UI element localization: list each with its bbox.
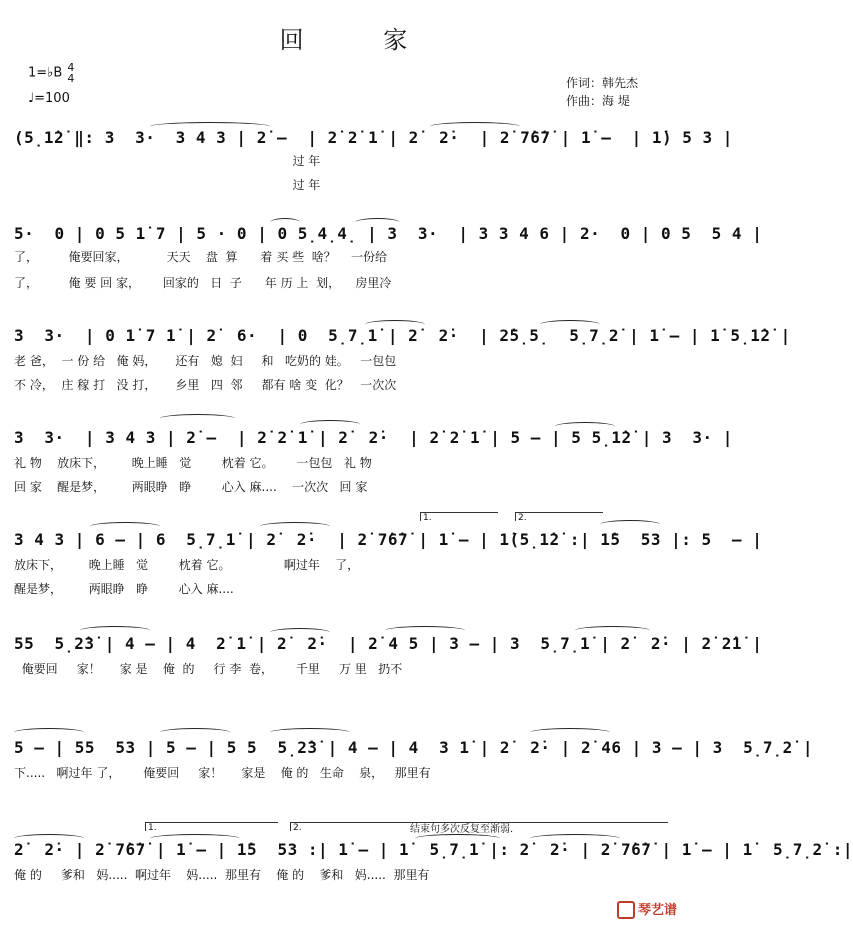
lyric-verse-2: 回 家 醒是梦， 两眼睁 睁 心入 麻.... 一次次 回 家 [14,480,368,494]
logo-icon [617,901,635,919]
score-line-7 [0,734,813,824]
key-prefix: 1= [28,65,48,81]
notation: 3 3· | 0 1̇ 7 1̇ | 2̇ 6· | 0 5̣7̣1̇ | 2̇ 2̇· | 2̇5̣5̣ 5̣7̣2̇ | 1̇ – | 1̇ 5̣1̇2̇ | [14,326,791,345]
notation: 3 3· | 3 4 3 | 2̇ – | 2̇ 2̇ 1̇ | 2̇ 2̇· | 2̇ 2̇ 1̇ | 5 – | 5 5̣1̇2̇ | 3 3· | [14,428,733,447]
lyric-verse-2: 过 年 [14,178,321,192]
song-title: 回 家 [279,26,444,54]
notation: 5 – | 55 53 | 5 – | 5 5 5̣2̇3̇ | 4 – | 4 3 1̇ | 2̇ 2̇· | 2̇ 46 | 3 – | 3 5̣7̣2̇ | [14,738,813,757]
score-line-8 [0,823,853,926]
lyric-verse-1: 了， 俺要回家， 天天 盘 算 着 买 些 啥？ 一份给 [14,250,387,264]
score-line-3 [0,322,791,412]
lyric-verse-1: 放床下， 晚上睡 觉 枕着 它。 啊过年 了， [14,558,360,572]
logo-text: 琴艺谱 [637,902,677,918]
notation: 2̇ 2̇· | 2̇ 7̇6̇7̇ | 1̇ – | 1̇5 53 :| 1̇ – | 1̇ 5̣7̣1̇ |: 2̇ 2̇· | 2̇ 7̇6̇7̇ | 1̇ – | 1̇ 5̣7̣2̇ :| [14,840,853,859]
time-bottom: 4 [67,72,75,85]
lyric-verse-1: 俺 的 爹和 妈..... 啊过年 妈..... 那里有 俺 的 爹和 妈..... 那里有 [14,868,430,882]
lyric-verse-1: 下..... 啊过年 了， 俺要回 家！ 家是 俺 的 生命 泉， 那里有 [14,766,431,780]
notation: 5· 0 | 0 5 1̇ 7 | 5 · 0 | 0 5̣4̣4̣ | 3 3· | 3 3 4 6 | 2· 0 | 0 5 5 4 | [14,224,763,243]
key-signature [28,62,74,84]
credits [566,74,638,110]
lyric-verse-1: 过 年 [14,154,321,168]
lyricist: 作词：韩先杰 [566,76,639,90]
score-line-4 [0,424,733,514]
second-ending: 2. [290,822,668,831]
composer: 作曲：海 堤 [566,94,630,108]
score-line-1 [0,122,733,212]
lyric-verse-2: 了， 俺 要 回 家， 回家的 日 子 年 历 上 划， 房里冷 [14,276,392,290]
first-ending: 1. [145,822,278,831]
lyric-verse-1: 礼 物 放床下， 晚上睡 觉 枕着 它。 一包包 礼 物 [14,456,372,470]
time-signature [67,62,74,84]
notation: (5̣1̇2̇ ‖: 3 3· 3 4 3 | 2̇ – | 2̇ 2̇ 1̇ | 2̇ 2̇· | 2̇ 7̇6̇7̇ | 1̇ – | 1̇) 5 3 | [14,128,733,147]
score-line-6 [0,630,763,720]
quarter-note-icon: ♩ [28,91,35,106]
notation: 3 4 3 | 6 – | 6 5̣7̣1̇ | 2̇ 2̇· | 2̇ 7̇6̇7̇ | 1̇ – | 1̇(5̣1̇2̇ :| 1̇5 53 |: 5 – | [14,530,763,549]
score-line-5 [0,513,763,614]
key-note: B [53,65,63,81]
first-ending: 1. [420,512,498,521]
tempo-marking [28,91,70,106]
lyric-verse-2: 不 冷， 庄 稼 打 没 打， 乡里 四 邻 都有 啥 变 化？ 一次次 [14,378,397,392]
lyric-verse-1: 俺要回 家！ 家 是 俺 的 行 李 卷， 千里 万 里 扔不 [14,662,403,676]
lyric-verse-1: 老 爸， 一 份 给 俺 妈， 还有 媳 妇 和 吃奶的 娃。 一包包 [14,354,397,368]
flat-sign: ♭ [47,65,54,81]
site-logo [617,899,677,920]
score-line-2 [0,220,763,310]
lyric-verse-2: 醒是梦， 两眼睁 睁 心入 麻.... [14,582,234,596]
repeat-remark: 结束句多次反复至渐弱. [410,824,514,835]
time-top: 4 [67,61,75,74]
notation: 55 5̣2̇3̇ | 4 – | 4 2̇ 1̇ | 2̇ 2̇· | 2̇ 4 5 | 3 – | 3 5̣7̣1̇ | 2̇ 2̇· | 2̇ 2̇1̇ | [14,634,763,653]
tempo-value: =100 [34,91,70,106]
second-ending: 2. [515,512,603,521]
